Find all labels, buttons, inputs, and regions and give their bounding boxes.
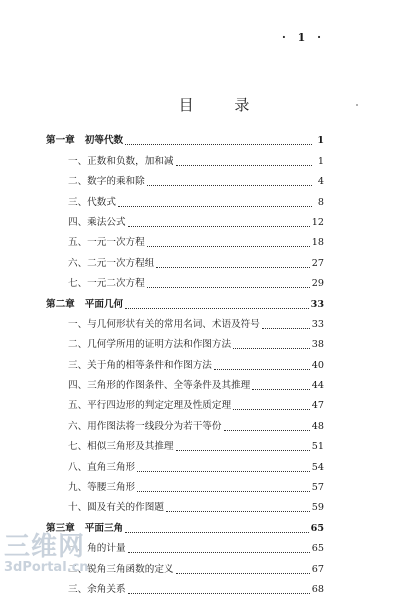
dot-leader (128, 592, 310, 594)
toc-entry-label (46, 319, 260, 331)
toc-section-row (46, 229, 324, 249)
dot-leader (118, 205, 312, 207)
toc-page-number: 51 (311, 441, 324, 453)
toc-entry-title: 四、三角形的作图条件、全等条件及其推理 (68, 380, 251, 392)
toc-entry-title: 初等代数 (84, 135, 124, 147)
toc-entry-label (46, 441, 174, 453)
toc-entry-title: 十、圆及有关的作图题 (68, 502, 164, 514)
dot-leader (125, 307, 308, 309)
toc-entry-label (46, 339, 231, 351)
toc-entry-label (46, 400, 231, 412)
dot-leader (176, 449, 310, 451)
toc-page-number: 47 (311, 400, 324, 412)
toc-entry-title: 一、与几何形状有关的常用名词、术语及符号 (68, 318, 260, 330)
toc-page-number: 48 (311, 420, 324, 432)
toc-entry-title: 五、一元一次方程 (68, 237, 145, 249)
chapter-number: 第三章 (46, 522, 75, 534)
toc-page-number: 67 (311, 563, 324, 575)
toc-entry-label (46, 197, 116, 209)
toc-section-row (46, 209, 324, 229)
toc-page-number: 18 (311, 237, 324, 249)
toc-page-number: 65 (311, 543, 324, 555)
dot-leader (214, 368, 310, 370)
toc-section-row (46, 311, 324, 331)
toc-page-number: 27 (311, 257, 324, 269)
toc-entry-label (46, 360, 212, 372)
toc-section-row (46, 392, 324, 412)
toc-entry-title: 二、数字的乘和除 (68, 176, 145, 188)
toc-entry-label (46, 258, 154, 270)
toc-page-number: 57 (311, 482, 324, 494)
toc-entry-title: 三、代数式 (68, 196, 116, 208)
toc-page-number: 40 (311, 359, 324, 371)
toc-page-number: 44 (311, 380, 324, 392)
toc-entry-title: 八、直角三角形 (68, 461, 136, 473)
dot-leader (156, 266, 309, 268)
toc-entry-label (46, 421, 222, 433)
toc-section-row (46, 249, 324, 269)
toc-entry-label (46, 176, 145, 188)
dot-leader (147, 286, 310, 288)
toc-chapter-row (46, 290, 324, 310)
toc-entry-title: 二、锐角三角函数的定义 (68, 563, 174, 575)
toc-entry-label (46, 135, 123, 147)
dot-leader (176, 164, 312, 166)
toc-section-row (46, 188, 324, 208)
toc-entry-label (46, 299, 123, 311)
toc-page-number: 33 (311, 318, 324, 330)
dot-leader (166, 510, 310, 512)
dot-leader (233, 347, 310, 349)
toc-page-number: 54 (311, 461, 324, 473)
dot-leader (224, 429, 310, 431)
toc-entry-title: 一、角的计量 (68, 543, 126, 555)
toc-section-row (46, 576, 324, 596)
dot-leader (262, 327, 310, 329)
toc-section-row (46, 494, 324, 514)
toc-section-row (46, 147, 324, 167)
toc-entry-title: 七、相似三角形及其推理 (68, 441, 174, 453)
toc-page-number: 38 (311, 339, 324, 351)
toc-page-number: 1 (317, 155, 324, 167)
toc-section-row (46, 372, 324, 392)
toc-entry-title: 四、乘法公式 (68, 216, 126, 228)
toc-entry-title: 平面几何 (84, 298, 124, 310)
toc-entry-label (46, 237, 145, 249)
toc-chapter-row (46, 514, 324, 534)
page-number: · 1 · (282, 31, 325, 44)
toc-section-row (46, 453, 324, 473)
toc-page-number: 1 (317, 135, 324, 147)
watermark-site: 3dPortal.cn (4, 560, 89, 575)
toc-page-number: 29 (311, 278, 324, 290)
toc-section-row (46, 433, 324, 453)
toc-title: 目 录 (178, 96, 268, 114)
toc-page-number: 68 (311, 583, 324, 595)
toc-entry-label (46, 278, 145, 290)
dot-leader (252, 388, 310, 390)
toc-section-row (46, 474, 324, 494)
toc-page-number: 65 (310, 522, 324, 534)
toc-section-row (46, 168, 324, 188)
toc-chapter-row (46, 127, 324, 147)
toc-entry-label (46, 217, 126, 229)
toc-page-number: 12 (311, 216, 324, 228)
toc-entry-label (46, 482, 135, 494)
toc-section-row (46, 412, 324, 432)
toc-entry-title: 九、等腰三角形 (68, 482, 136, 494)
dot-leader (128, 551, 310, 553)
table-of-contents (46, 127, 324, 596)
toc-entry-title: 六、用作图法将一线段分为若干等份 (68, 420, 222, 432)
toc-entry-title: 三、关于角的相等条件和作图方法 (68, 359, 212, 371)
dot-leader (147, 184, 312, 186)
dot-leader (176, 572, 310, 574)
watermark (4, 534, 89, 575)
chapter-number: 第一章 (46, 135, 75, 147)
dot-leader (125, 143, 312, 145)
toc-entry-label (46, 156, 174, 168)
toc-page-number: 8 (317, 196, 324, 208)
toc-entry-title: 平面三角 (84, 522, 124, 534)
toc-entry-label (46, 380, 250, 392)
toc-section-row (46, 351, 324, 371)
toc-entry-title: 二、几何学所用的证明方法和作图方法 (68, 339, 232, 351)
toc-entry-title: 一、正数和负数，加和减 (68, 155, 174, 167)
toc-page-number: 4 (317, 176, 324, 188)
toc-section-row (46, 270, 324, 290)
chapter-number: 第二章 (46, 298, 75, 310)
toc-entry-title: 五、平行四边形的判定定理及性质定理 (68, 400, 232, 412)
dot-leader (125, 531, 308, 533)
toc-entry-title: 七、一元二次方程 (68, 278, 145, 290)
toc-entry-label (46, 462, 135, 474)
dot-leader (137, 490, 310, 492)
toc-section-row (46, 331, 324, 351)
toc-page-number: 33 (310, 298, 324, 310)
watermark-brand: 三维网 (4, 532, 86, 562)
toc-entry-title: 三、余角关系 (68, 583, 126, 595)
dot-leader (147, 245, 310, 247)
dot-leader (233, 408, 310, 410)
toc-entry-title: 六、二元一次方程组 (68, 257, 155, 269)
dot-leader (128, 225, 310, 227)
toc-page-number: 59 (311, 502, 324, 514)
toc-entry-label (46, 502, 164, 514)
dot-leader (137, 470, 310, 472)
